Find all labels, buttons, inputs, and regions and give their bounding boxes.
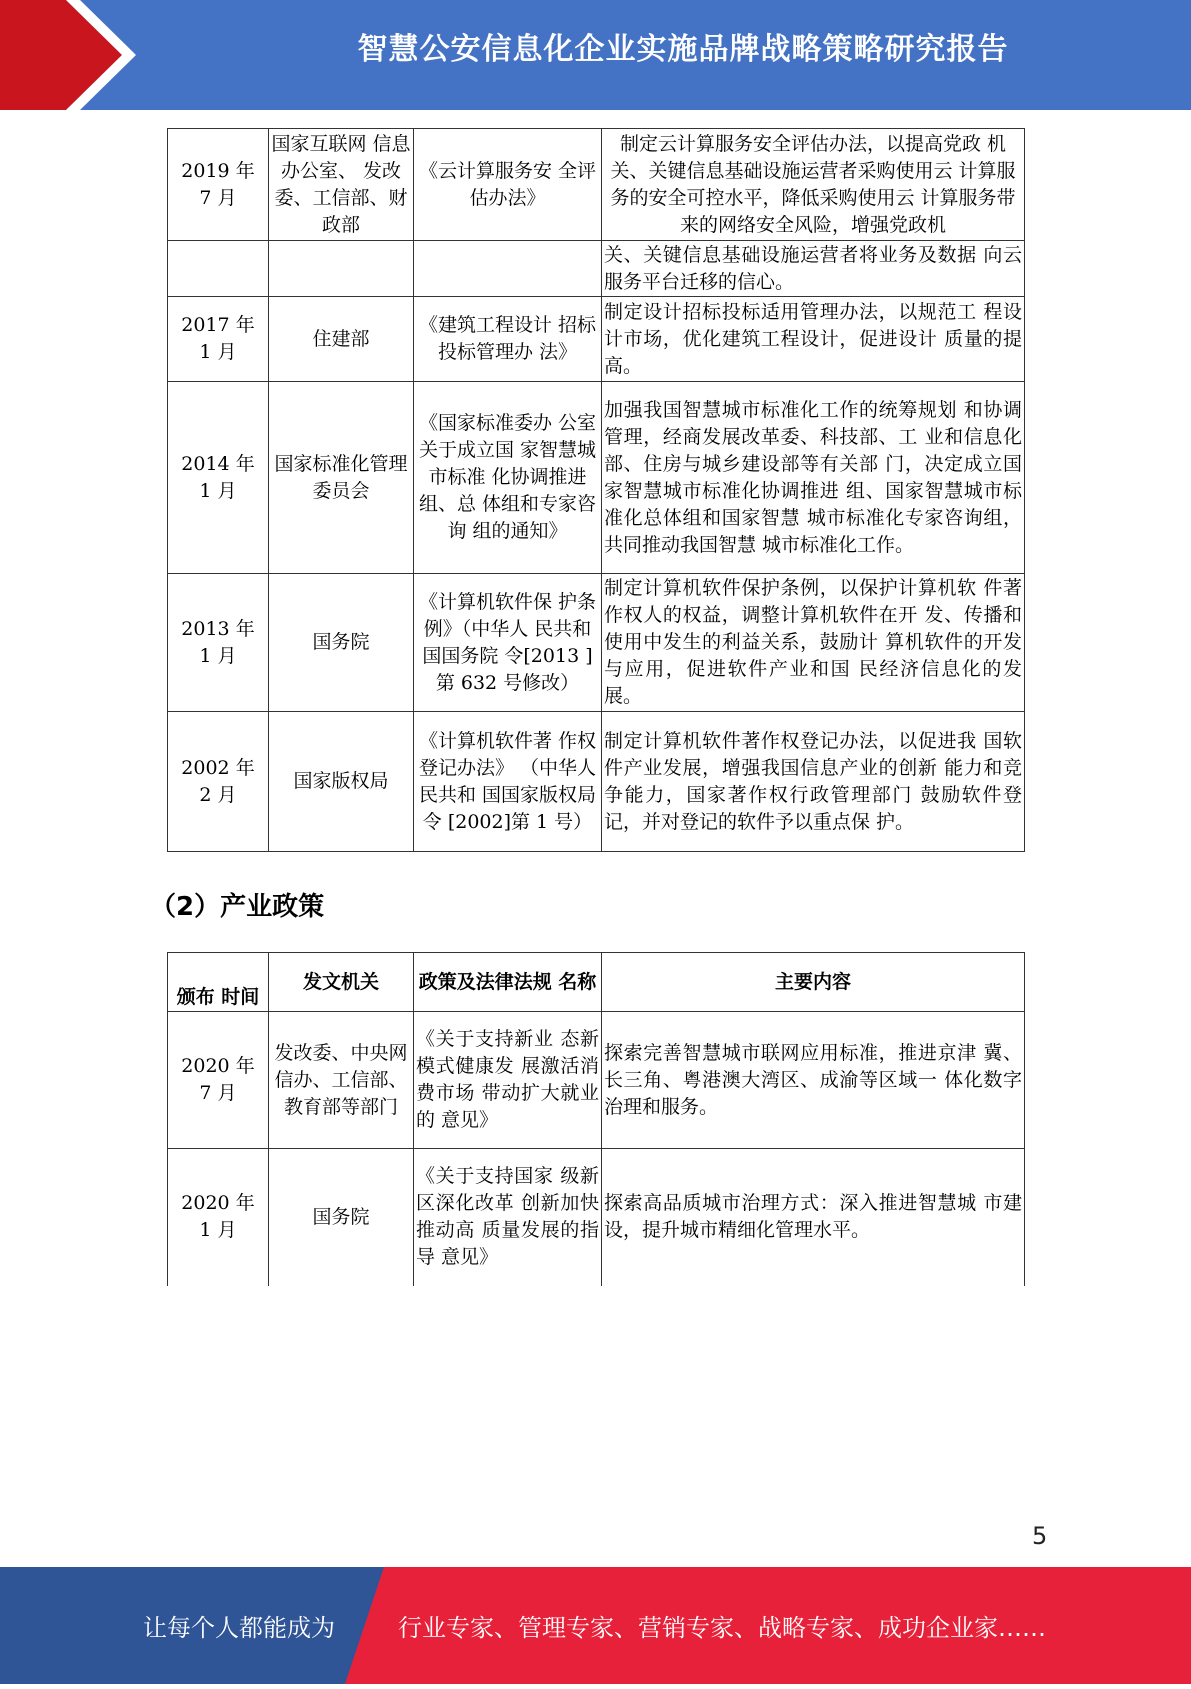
org-cell: 发改委、中央网信办、工信部、教育部等部门 <box>269 1012 414 1149</box>
org-cell <box>269 241 414 297</box>
date-cell <box>168 241 269 297</box>
date-cell: 2014 年 1 月 <box>168 382 269 574</box>
column-header-org: 发文机关 <box>269 953 414 1012</box>
org-cell: 国务院 <box>269 1149 414 1286</box>
policy-cell: 《计算机软件保 护条例》（中华人 民共和国国务院 令[2013 ]第 632 号修改） <box>414 574 602 712</box>
content-cell: 关、关键信息基础设施运营者将业务及数据 向云服务平台迁移的信心。 <box>602 241 1025 297</box>
content-cell: 制定计算机软件保护条例，以保护计算机软 件著作权人的权益，调整计算机软件在开 发、传播和使用中发生的利益关系，鼓励计 算机软件的开发与应用，促进软件产业和国 民经济信息化的发展。 <box>602 574 1025 712</box>
content-cell: 制定设计招标投标适用管理办法，以规范工 程设计市场，优化建筑工程设计，促进设计 质量的提高。 <box>602 297 1025 382</box>
date-cell: 2013 年 1 月 <box>168 574 269 712</box>
org-cell: 国家版权局 <box>269 712 414 852</box>
org-cell: 住建部 <box>269 297 414 382</box>
policy-cell: 《云计算服务安 全评估办法》 <box>414 129 602 241</box>
org-cell: 国务院 <box>269 574 414 712</box>
date-cell: 2020 年 7 月 <box>168 1012 269 1149</box>
table-row <box>168 1149 1025 1286</box>
table-row <box>168 1012 1025 1149</box>
org-cell: 国家互联网 信息办公室、 发改委、工信部、财政部 <box>269 129 414 241</box>
page-footer <box>0 1567 1191 1684</box>
content-cell: 制定计算机软件著作权登记办法，以促进我 国软件产业发展，增强我国信息产业的创新 能力和竞争能力，国家著作权行政管理部门 鼓励软件登记，并对登记的软件予以重点保 护。 <box>602 712 1025 852</box>
policy-cell: 《计算机软件著 作权登记办法》 （中华人民共和 国国家版权局令 [2002]第 1 号） <box>414 712 602 852</box>
content-cell: 探索完善智慧城市联网应用标准，推进京津 冀、长三角、粤港澳大湾区、成渝等区域一 体化数字治理和服务。 <box>602 1012 1025 1149</box>
date-cell: 2017 年 1 月 <box>168 297 269 382</box>
report-title: 智慧公安信息化企业实施品牌战略策略研究报告 <box>357 32 1009 67</box>
column-header-date: 颁布 时间 <box>168 953 269 1012</box>
policy-table-2 <box>167 952 1025 1286</box>
table-row <box>168 241 1025 297</box>
date-cell: 2002 年 2 月 <box>168 712 269 852</box>
column-header-policy: 政策及法律法规 名称 <box>414 953 602 1012</box>
footer-slogan-right: 行业专家、管理专家、营销专家、战略专家、成功企业家…… <box>398 1614 1046 1642</box>
policy-cell <box>414 241 602 297</box>
column-header-content: 主要内容 <box>602 953 1025 1012</box>
table-row <box>168 129 1025 241</box>
date-cell: 2020 年 1 月 <box>168 1149 269 1286</box>
policy-cell: 《关于支持国家 级新区深化改革 创新加快推动高 质量发展的指导 意见》 <box>414 1149 602 1286</box>
policy-table-1 <box>167 128 1025 852</box>
policy-cell: 《国家标准委办 公室关于成立国 家智慧城市标准 化协调推进组、总 体组和专家咨询 组的通知》 <box>414 382 602 574</box>
page-header <box>0 0 1191 110</box>
section-heading: （2）产业政策 <box>150 892 325 922</box>
content-cell: 探索高品质城市治理方式：深入推进智慧城 市建设，提升城市精细化管理水平。 <box>602 1149 1025 1286</box>
table-header-row <box>168 953 1025 1012</box>
page-number: 5 <box>1032 1522 1048 1550</box>
policy-cell: 《建筑工程设计 招标投标管理办 法》 <box>414 297 602 382</box>
policy-cell: 《关于支持新业 态新模式健康发 展激活消费市场 带动扩大就业的 意见》 <box>414 1012 602 1149</box>
footer-slogan-left: 让每个人都能成为 <box>143 1614 335 1642</box>
table-row <box>168 382 1025 574</box>
content-cell: 制定云计算服务安全评估办法，以提高党政 机关、关键信息基础设施运营者采购使用云 计算服务的安全可控水平，降低采购使用云 计算服务带来的网络安全风险，增强党政机 <box>602 129 1025 241</box>
date-cell: 2019 年 7 月 <box>168 129 269 241</box>
table-row <box>168 297 1025 382</box>
header-red-arrow-icon <box>0 0 160 110</box>
org-cell: 国家标准化管理委员会 <box>269 382 414 574</box>
table-row <box>168 574 1025 712</box>
content-cell: 加强我国智慧城市标准化工作的统筹规划 和协调管理，经商发展改革委、科技部、工 业和信息化部、住房与城乡建设部等有关部 门，决定成立国家智慧城市标准化协调推进 组、国家智慧城市标准化总体组和国家智慧 城市标准化专家咨询组，共同推动我国智慧 城市标准化工作。 <box>602 382 1025 574</box>
table-row <box>168 712 1025 852</box>
